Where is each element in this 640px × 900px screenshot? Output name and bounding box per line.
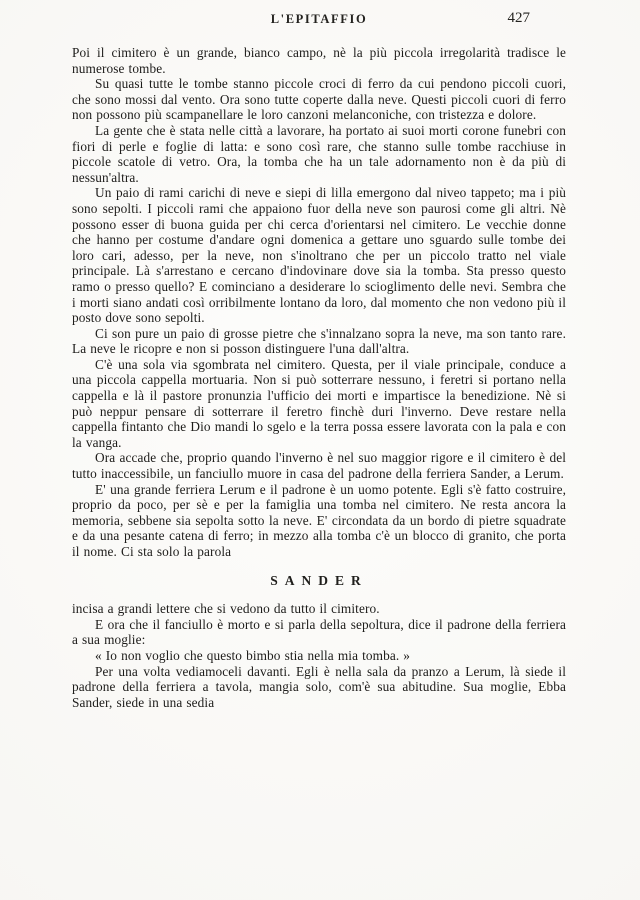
quote-line: « Io non voglio che questo bimbo stia nella mia tomba. » [95,647,411,663]
paragraph: Su quasi tutte le tombe stanno piccole croci di ferro da cui pendono piccoli cuori, che sono mossi dal vento. Ora sono tutte coperte dalla neve. Questi piccoli cuori di ferro non possono più scampanellare le loro canzoni melanconiche, con tristezza e dolore. [72,76,566,123]
paragraph: E' una grande ferriera Lerum e il padrone è un uomo potente. Egli s'è fatto costruire, proprio da poco, per sè e per la famiglia una tomba nel cimitero. Ne resta ancora la memoria, sebbene sia sepolta sotto la neve. E' circondata da un bordo di pietre squadrate e da una pesante catena di ferro; in mezzo alla tomba c'è un blocco di granito, che porta il nome. Ci sta solo la parola [72,481,566,559]
paragraph: La gente che è stata nelle città a lavorare, ha portato ai suoi morti corone funebri con fiori di perle e foglie di latta: e sono così rare, che stanno sulle tombe racchiuse in piccole scatole di vetro. Ora, la tomba che ha un tale adornamento non è da più di nessun'altra. [72,122,566,185]
running-title: L'EPITAFFIO [270,12,368,26]
body-text [72,45,566,710]
paragraph: E ora che il fanciullo è morto e si parla della sepoltura, dice il padrone della ferriera a sua moglie: [72,616,566,648]
paragraph: Ci son pure un paio di grosse pietre che s'innalzano sopra la neve, ma son tanto rare. La neve le ricopre e non si posson distinguere l'una dall'altra. [72,325,566,357]
paragraph: C'è una sola via sgombrata nel cimitero. Questa, per il viale principale, conduce a una piccola cappella mortuaria. Non si può sotterrare nessuno, i feretri si portano nella cappella e là il pastore pronunzia l'ufficio dei morti e impartisce la benedizione. Nè si può neppur pensare di sotterrare il feretro finchè duri l'inverno. Deve restare nella cappella fintanto che Dio mandi lo sgelo e la terra possa essere lavorata con la pala e con la vanga. [72,356,566,450]
paragraph: Ora accade che, proprio quando l'inverno è nel suo maggior rigore e il cimitero è del tutto inaccessibile, un fanciullo muore in casa del padrone della ferriera Sander, a Lerum. [72,450,566,482]
paragraph: Per una volta vediamoceli davanti. Egli è nella sala da pranzo a Lerum, là siede il padrone della ferriera a tavola, mangia solo, com'è sua abitudine. Sua moglie, Ebba Sander, siede in una sedia [72,663,566,710]
paragraph: incisa a grandi lettere che si vedono da tutto il cimitero. [72,601,380,617]
page-number: 427 [507,10,530,26]
page-header [72,12,566,32]
inscription-heading: SANDER [270,572,368,588]
paragraph: Un paio di rami carichi di neve e siepi di lilla emergono dal niveo tappeto; ma i più sono sepolti. I piccoli rami che appaiono fuor della neve son paurosi come gli altri. Nè possono esser di buona guida per chi cerca d'orientarsi nel cimitero. Le vecchie donne che hanno per costume d'andare ogni domenica a gettare uno sguardo sulle tombe dei loro cari, adesso, per la neve, non s'inoltrano che per un piccolo tratto nel viale principale. Là s'arrestano e cercano d'indovinare dove sia la tomba. Sta presso questo ramo o presso quello? E cominciano a desiderare lo scioglimento delle nevi. Sembra che i morti siano andati così orribilmente lontano da loro, dal momento che non vedono più il posto dove sono sepolti. [72,185,566,326]
paragraph: Poi il cimitero è un grande, bianco campo, nè la più piccola irregolarità tradisce le numerose tombe. [72,45,566,76]
